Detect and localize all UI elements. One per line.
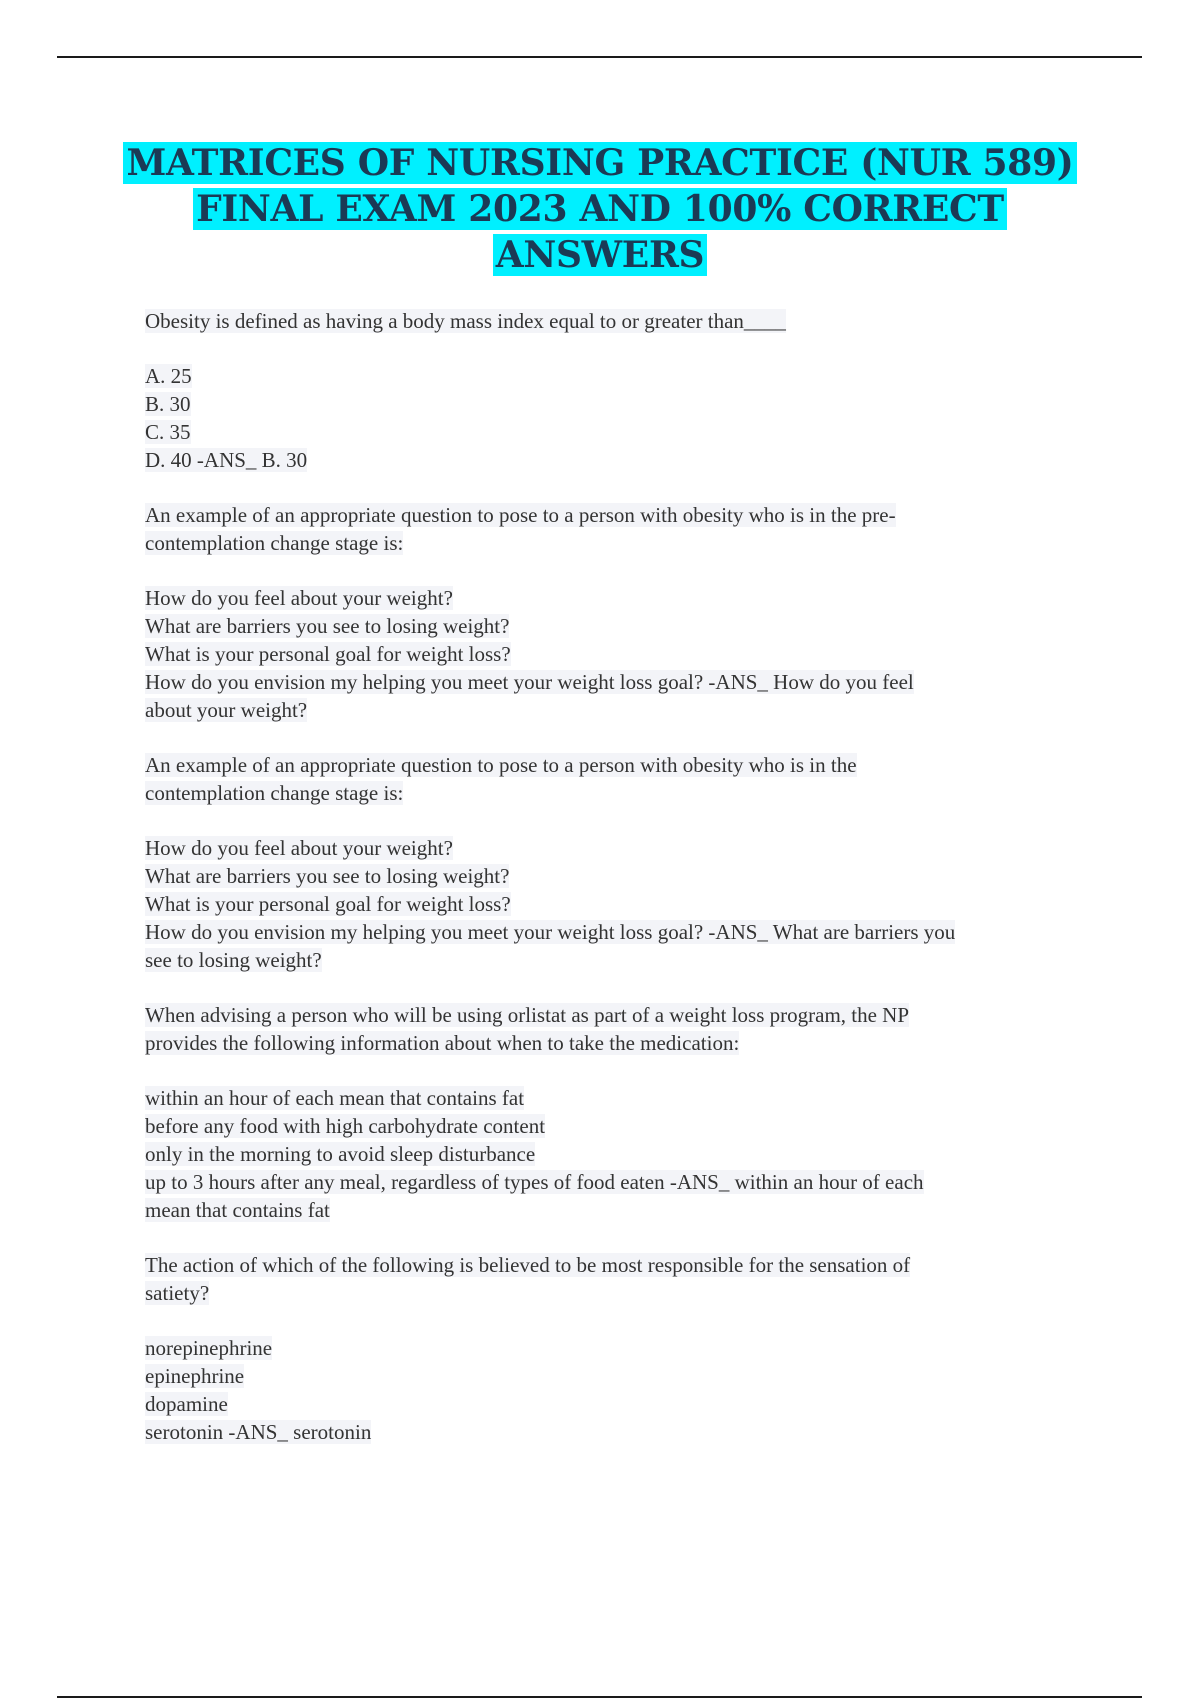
question-stem-line <box>145 1251 1090 1279</box>
question-stem-line <box>145 779 1090 807</box>
answer-option-line <box>145 1112 1090 1140</box>
answer-option-line <box>145 1418 1090 1446</box>
answer-option-text: serotonin -ANS_ serotonin <box>145 1420 372 1444</box>
answer-option-line <box>145 1084 1090 1112</box>
title-highlight: MATRICES OF NURSING PRACTICE (NUR 589) FINAL EXAM 2023 AND 100% CORRECT ANSWERS <box>123 142 1076 276</box>
answer-option-text: How do you feel about your weight? <box>145 836 453 860</box>
question-block <box>145 1001 1090 1224</box>
answer-option-line <box>145 834 1090 862</box>
document-title <box>100 140 1100 278</box>
stem-options-gap <box>145 807 1090 834</box>
question-block <box>145 501 1090 724</box>
answer-option-line <box>145 1168 1090 1196</box>
document-body <box>145 307 1090 1473</box>
answer-option-line <box>145 862 1090 890</box>
answer-option-line <box>145 890 1090 918</box>
stem-options-gap <box>145 335 1090 362</box>
answer-option-text: A. 25 <box>145 364 192 388</box>
answer-option-text: within an hour of each mean that contains fat <box>145 1086 525 1110</box>
answer-option-text: How do you envision my helping you meet your weight loss goal? -ANS_ How do you feel <box>145 670 914 694</box>
question-stem-text: Obesity is defined as having a body mass index equal to or greater than____ <box>145 309 786 333</box>
question-stem-line <box>145 1029 1090 1057</box>
question-block <box>145 1251 1090 1446</box>
question-stem-text: An example of an appropriate question to pose to a person with obesity who is in the pre- <box>145 503 896 527</box>
question-stem-line <box>145 1279 1090 1307</box>
answer-option-text: How do you feel about your weight? <box>145 586 453 610</box>
answer-option-text: dopamine <box>145 1392 228 1416</box>
answer-option-line <box>145 1334 1090 1362</box>
bottom-rule <box>57 1696 1142 1698</box>
stem-options-gap <box>145 1057 1090 1084</box>
answer-option-line <box>145 1196 1090 1224</box>
answer-option-text: only in the morning to avoid sleep disturbance <box>145 1142 536 1166</box>
answer-option-line <box>145 918 1090 946</box>
answer-option-text: see to losing weight? <box>145 948 322 972</box>
answer-option-line <box>145 612 1090 640</box>
answer-option-line <box>145 1140 1090 1168</box>
question-stem-text: When advising a person who will be using orlistat as part of a weight loss program, the NP <box>145 1003 910 1027</box>
answer-option-text: D. 40 -ANS_ B. 30 <box>145 448 308 472</box>
answer-option-line <box>145 446 1090 474</box>
answer-option-text: What is your personal goal for weight loss? <box>145 642 511 666</box>
answer-option-text: before any food with high carbohydrate content <box>145 1114 546 1138</box>
answer-option-line <box>145 696 1090 724</box>
question-stem-text: contemplation change stage is: <box>145 781 404 805</box>
answer-option-text: C. 35 <box>145 420 191 444</box>
answer-option-text: What are barriers you see to losing weight? <box>145 864 510 888</box>
answer-option-line <box>145 418 1090 446</box>
question-stem-line <box>145 529 1090 557</box>
question-stem-text: The action of which of the following is believed to be most responsible for the sensation of <box>145 1253 911 1277</box>
question-block <box>145 307 1090 474</box>
answer-option-line <box>145 1390 1090 1418</box>
question-stem-line <box>145 751 1090 779</box>
answer-option-line <box>145 668 1090 696</box>
stem-options-gap <box>145 557 1090 584</box>
question-block <box>145 751 1090 974</box>
answer-option-text: norepinephrine <box>145 1336 273 1360</box>
answer-option-text: epinephrine <box>145 1364 245 1388</box>
question-stem-line <box>145 307 1090 335</box>
answer-option-line <box>145 1362 1090 1390</box>
answer-option-line <box>145 640 1090 668</box>
answer-option-text: What are barriers you see to losing weight? <box>145 614 510 638</box>
answer-option-text: about your weight? <box>145 698 308 722</box>
answer-option-line <box>145 390 1090 418</box>
question-stem-text: satiety? <box>145 1281 210 1305</box>
answer-option-text: B. 30 <box>145 392 191 416</box>
top-rule <box>57 56 1142 58</box>
question-stem-line <box>145 501 1090 529</box>
answer-option-text: up to 3 hours after any meal, regardless of types of food eaten -ANS_ within an hour of each <box>145 1170 924 1194</box>
answer-option-line <box>145 362 1090 390</box>
question-stem-text: provides the following information about when to take the medication: <box>145 1031 740 1055</box>
title-block <box>100 140 1100 278</box>
stem-options-gap <box>145 1307 1090 1334</box>
answer-option-line <box>145 584 1090 612</box>
answer-option-text: How do you envision my helping you meet your weight loss goal? -ANS_ What are barriers you <box>145 920 956 944</box>
answer-option-text: mean that contains fat <box>145 1198 330 1222</box>
question-stem-text: An example of an appropriate question to pose to a person with obesity who is in the <box>145 753 857 777</box>
answer-option-line <box>145 946 1090 974</box>
question-stem-line <box>145 1001 1090 1029</box>
question-stem-text: contemplation change stage is: <box>145 531 404 555</box>
answer-option-text: What is your personal goal for weight loss? <box>145 892 511 916</box>
